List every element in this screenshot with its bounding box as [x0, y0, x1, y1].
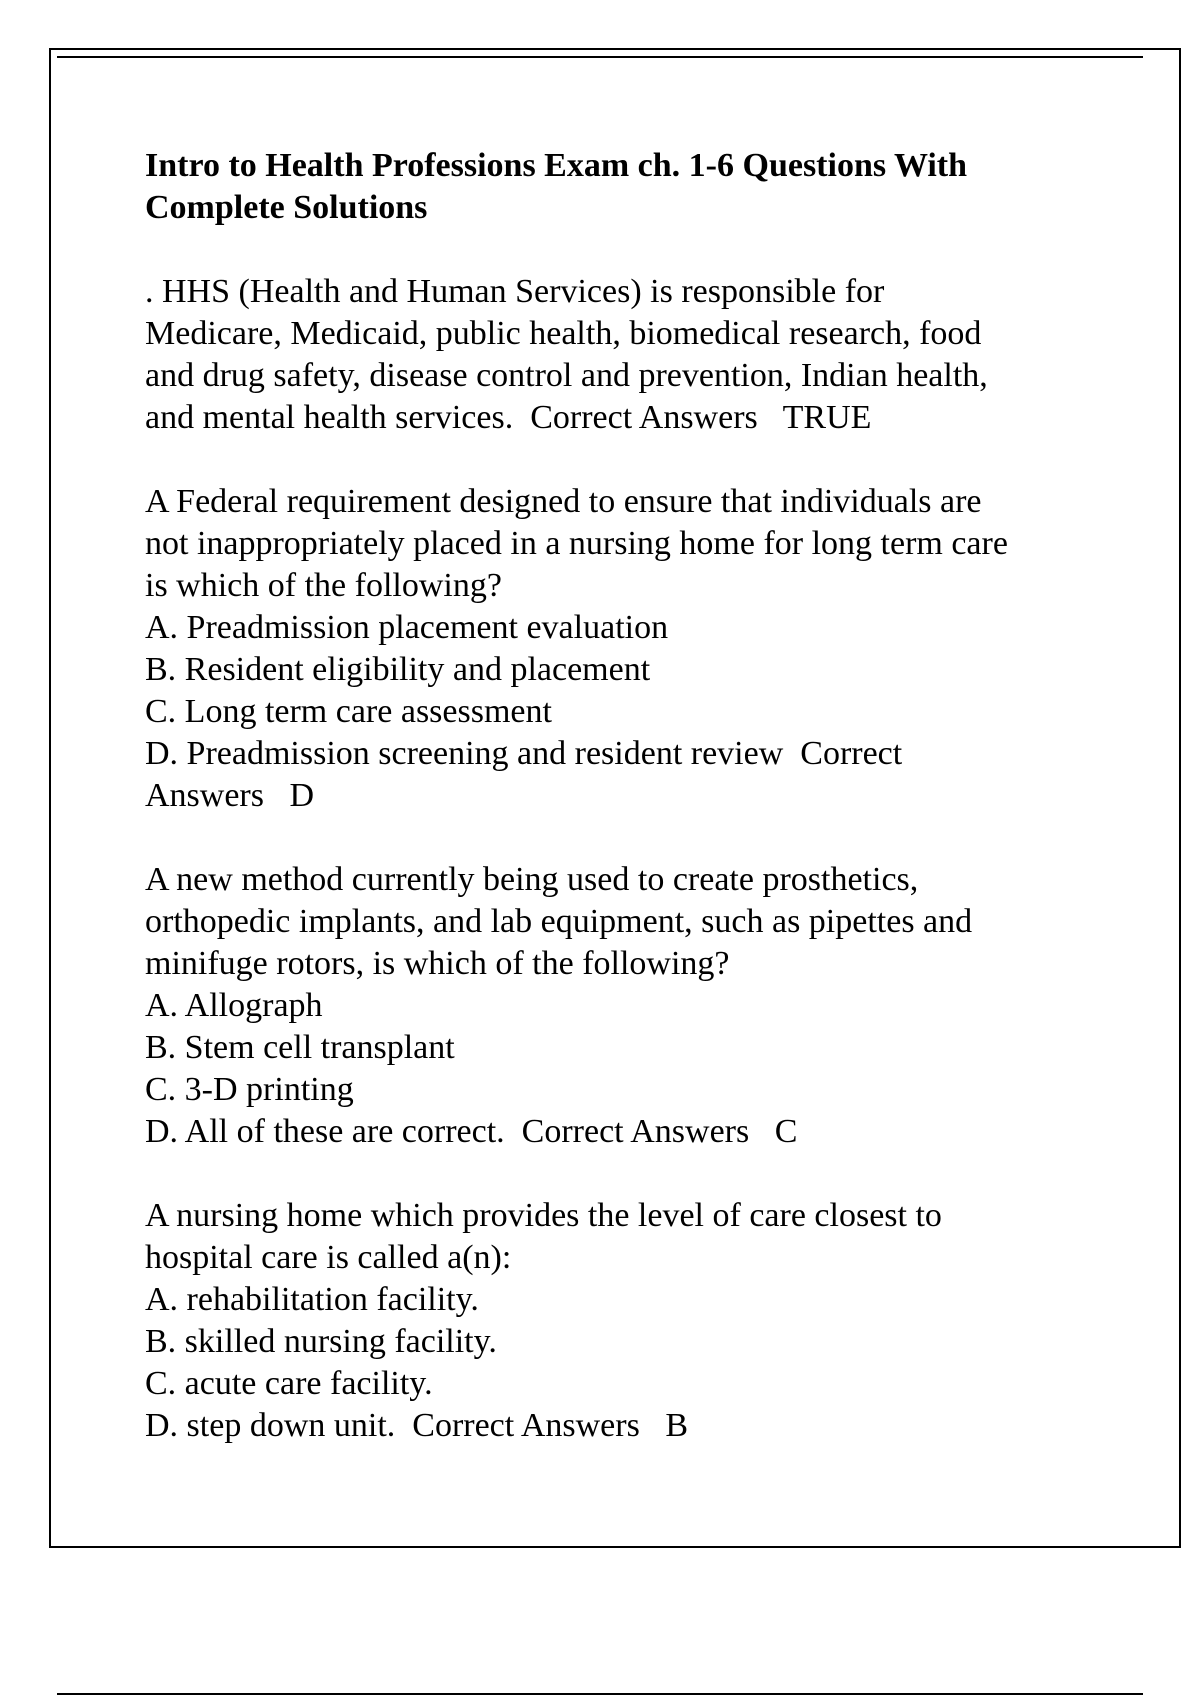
document-body	[145, 145, 1085, 1489]
question-4	[145, 1195, 1085, 1447]
option-a: A. Allograph	[145, 987, 323, 1024]
title-line: Intro to Health Professions Exam ch. 1-6 Questions With	[145, 147, 968, 184]
question-text-line: not inappropriately placed in a nursing home for long term care	[145, 525, 1008, 562]
question-text-line: A new method currently being used to create prosthetics,	[145, 861, 919, 898]
question-1	[145, 271, 1085, 439]
option-b: B. Resident eligibility and placement	[145, 651, 651, 688]
option-c: C. acute care facility.	[145, 1365, 433, 1402]
question-answer-line: Answers D	[145, 777, 315, 814]
option-d: D. step down unit. Correct Answers B	[145, 1407, 689, 1444]
question-text-line: minifuge rotors, is which of the following?	[145, 945, 730, 982]
question-text-line: Medicare, Medicaid, public health, biomedical research, food	[145, 315, 982, 352]
option-b: B. Stem cell transplant	[145, 1029, 455, 1066]
top-rule	[57, 56, 1143, 58]
question-2	[145, 481, 1085, 817]
question-text-line: hospital care is called a(n):	[145, 1239, 512, 1276]
question-text-line: . HHS (Health and Human Services) is responsible for	[145, 273, 885, 310]
bottom-rule	[57, 1693, 1143, 1695]
question-3	[145, 859, 1085, 1153]
question-text-line: orthopedic implants, and lab equipment, such as pipettes and	[145, 903, 973, 940]
title-line: Complete Solutions	[145, 189, 428, 226]
option-c: C. 3-D printing	[145, 1071, 354, 1108]
option-d: D. All of these are correct. Correct Answers C	[145, 1113, 798, 1150]
option-d: D. Preadmission screening and resident review Correct	[145, 735, 903, 772]
document-title	[145, 145, 1085, 229]
question-text-line: A Federal requirement designed to ensure that individuals are	[145, 483, 982, 520]
question-text-line: and drug safety, disease control and prevention, Indian health,	[145, 357, 988, 394]
option-c: C. Long term care assessment	[145, 693, 552, 730]
option-a: A. rehabilitation facility.	[145, 1281, 479, 1318]
question-answer-line: and mental health services. Correct Answers TRUE	[145, 399, 872, 436]
question-text-line: is which of the following?	[145, 567, 502, 604]
option-a: A. Preadmission placement evaluation	[145, 609, 669, 646]
question-text-line: A nursing home which provides the level of care closest to	[145, 1197, 942, 1234]
option-b: B. skilled nursing facility.	[145, 1323, 497, 1360]
